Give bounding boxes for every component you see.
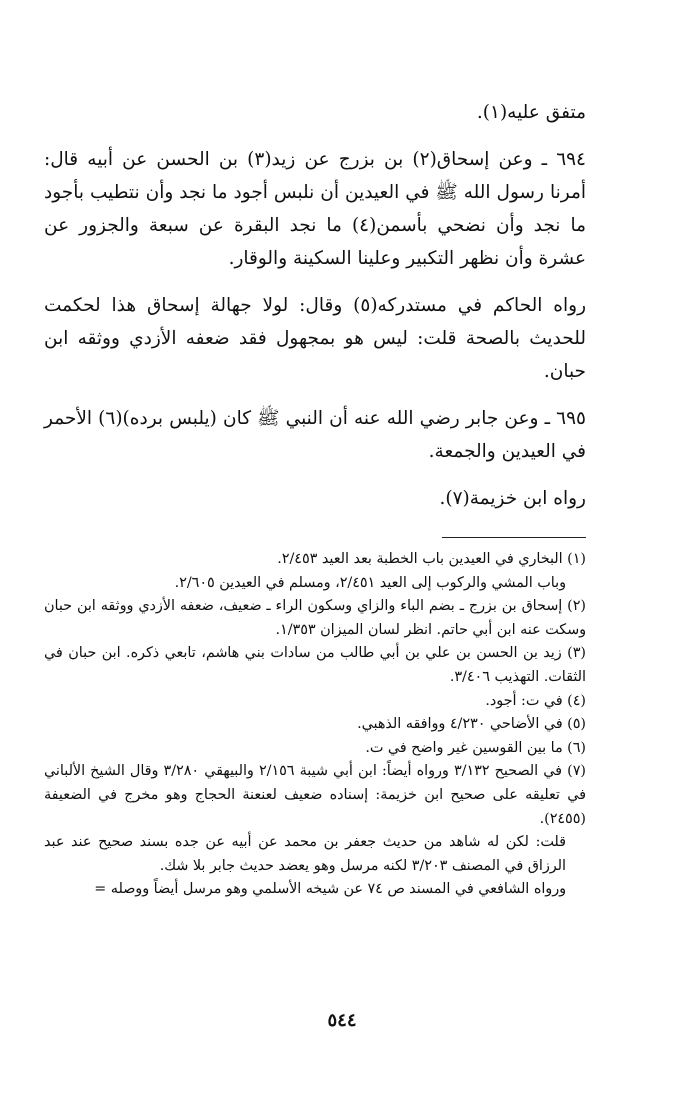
footnotes [44, 548, 586, 902]
footnote-divider [442, 537, 586, 538]
footnote-2: (٢) إسحاق بن بزرج ـ بضم الباء والزاي وسكون الراء ـ ضعيف، ضعفه الأزدي ووثقه ابن حبان وسكت عنه ابن أبي حاتم. انظر لسان الميزان ١/٣٥٣. [44, 598, 586, 638]
footnote-7-qultu: قلت: لكن له شاهد من حديث جعفر بن محمد عن أبيه عن جده بسند صحيح عند عبد الرزاق في المصنف ٣/٢٠٣ لكنه مرسل وهو يعضد حديث جابر بلا شك. [44, 834, 566, 874]
footnote-1: (١) البخاري في العيدين باب الخطبة بعد العيد ٢/٤٥٣. [277, 551, 586, 567]
main-text [44, 96, 586, 515]
footnote-7-shafii: ورواه الشافعي في المسند ص ٧٤ عن شيخه الأسلمي وهو مرسل أيضاً ووصله = [94, 881, 566, 898]
paragraph-muttafaq: متفق عليه(١). [476, 102, 586, 123]
hadith-695: ٦٩٥ ـ وعن جابر رضي الله عنه أن النبي ﷺ كان (يلبس برده)(٦) الأحمر في العيدين والجمعة. [44, 408, 586, 462]
paragraph-hakim: رواه الحاكم في مستدركه(٥) وقال: لولا جهالة إسحاق هذا لحكمت للحديث بالصحة قلت: ليس هو بمجهول فقد ضعفه الأزدي ووثقه ابن حبان. [44, 295, 586, 382]
footnote-3: (٣) زيد بن الحسن بن علي بن أبي طالب من سادات بني هاشم، تابعي ذكره. ابن حبان في الثقات. التهذيب ٣/٤٠٦. [44, 645, 586, 685]
page-number: ٥٤٤ [327, 1010, 357, 1031]
footnote-5: (٥) في الأضاحي ٤/٢٣٠ ووافقه الذهبي. [357, 716, 586, 733]
footnote-4: (٤) في ت: أجود. [485, 692, 586, 709]
footnote-6: (٦) ما بين القوسين غير واضح في ت. [365, 739, 586, 756]
footnote-1-continuation: وباب المشي والركوب إلى العيد ٢/٤٥١، ومسلم في العيدين ٢/٦٠٥. [174, 574, 566, 591]
hadith-694: ٦٩٤ ـ وعن إسحاق(٢) بن بزرج عن زيد(٣) بن الحسن عن أبيه قال: أمرنا رسول الله ﷺ في العيدين أن نلبس أجود ما نجد وأن نتطيب بأجود ما نجد وأن نضحي بأسمن(٤) ما نجد البقرة عن سبعة والجزور عن عشرة وأن نظهر التكبير وعلينا السكينة والوقار. [44, 149, 586, 269]
paragraph-khuzaymah: رواه ابن خزيمة(٧). [439, 488, 586, 509]
footnote-7: (٧) في الصحيح ٣/١٣٢ ورواه أيضاً: ابن أبي شيبة ٢/١٥٦ والبيهقي ٣/٢٨٠ وقال الشيخ الألباني في تعليقه على صحيح ابن خزيمة: إسناده ضعيف لعنعنة الحجاج وهو مخرج في الضعيفة (٢٤٥٥). [44, 763, 586, 827]
